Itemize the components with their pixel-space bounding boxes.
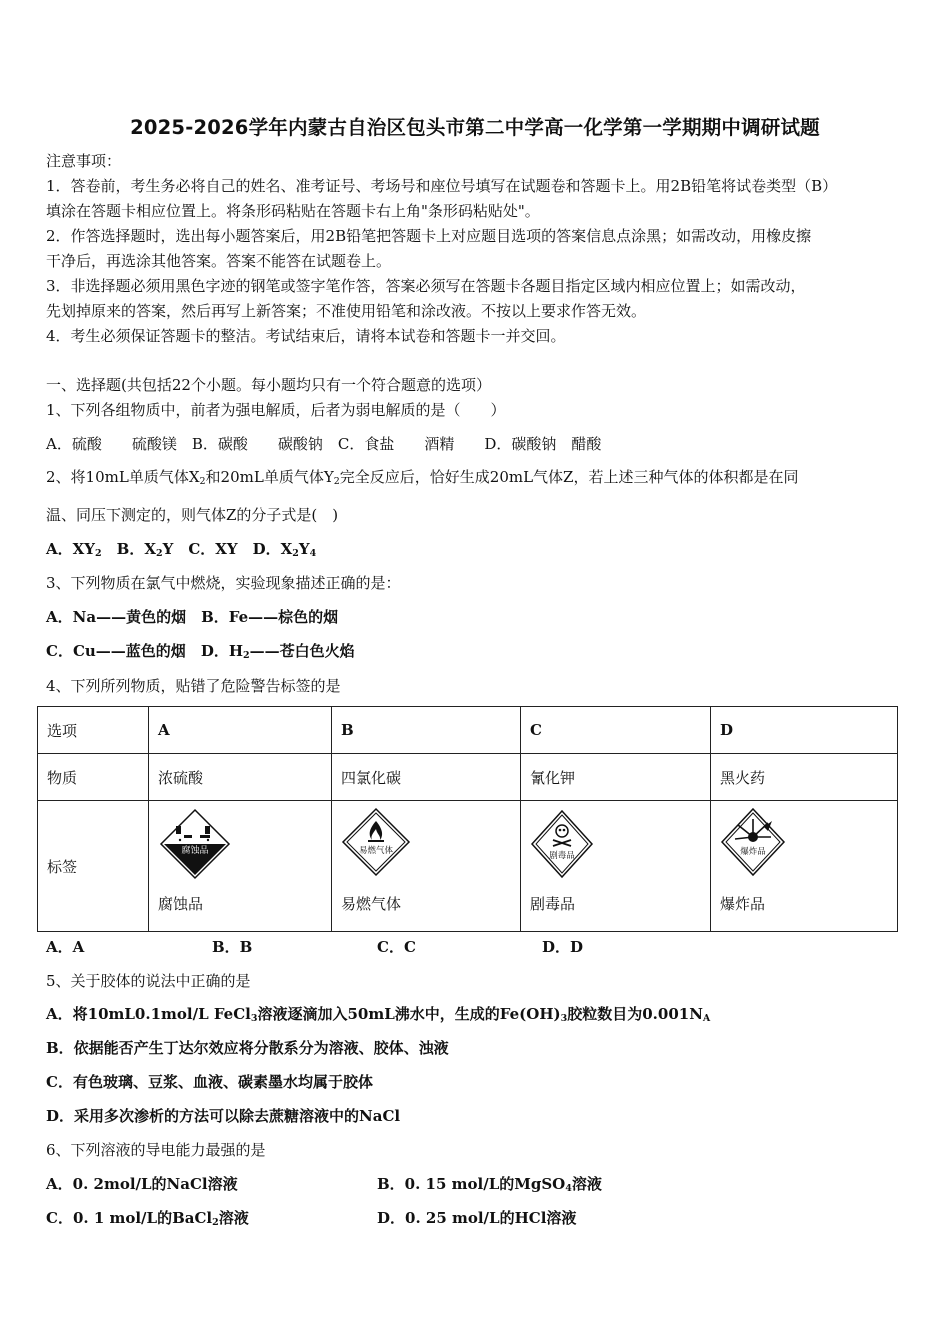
q4-answer-b: B．B [212,938,253,956]
notice-line-5: 3．非选择题必须用黑色字迹的钢笔或签字笔作答，答案必须写在答题卡各题目指定区域内相应位置上；如需改动， [46,277,806,295]
caption-b: 易燃气体 [341,895,402,913]
row-header-substance: 物质 [38,754,149,801]
option-b: B [332,707,521,754]
q4-stem: 4、下列所列物质，贴错了危险警告标签的是 [46,677,341,695]
q2-stem-line-2: 温、同压下测定的，则气体Z的分子式是( ) [46,506,339,524]
q5-stem: 5、关于胶体的说法中正确的是 [46,972,251,990]
q5-option-a: A．将10mL0.1mol/L FeCl$_3$溶液逐滴加入50mL沸水中，生成的$Fe(OH)_3$胶粒数目为$0.001N_A$ [46,1005,711,1024]
q2-stem: 2、将10mL单质气体$X_2$和20mL单质气体$Y_2$完全反应后，恰好生成20mL气体Z，若上述三种气体的体积都是在同 [46,468,799,487]
q3-stem: 3、下列物质在氯气中燃烧，实验现象描述正确的是： [46,574,401,592]
substance-c: 氰化钾 [521,754,711,801]
q5-option-c: C．有色玻璃、豆浆、血液、碳素墨水均属于胶体 [46,1073,373,1091]
q3-options-row2: C．Cu——蓝色的烟 D．$H_2——$苍白色火焰 [46,642,355,661]
caption-c: 剧毒品 [530,895,576,913]
q5-option-b: B．依据能否产生丁达尔效应将分散系分为溶液、胶体、浊液 [46,1039,449,1057]
notice-line-3: 2．作答选择题时，选出每小题答案后，用2B铅笔把答题卡上对应题目选项的答案信息点涂黑；如需改动，用橡皮擦 [46,227,812,245]
substance-d: 黑火药 [711,754,898,801]
notice-line-7: 4．考生必须保证答题卡的整洁。考试结束后，请将本试卷和答题卡一并交回。 [46,327,566,345]
q4-table [37,706,898,932]
sign-text-d: 爆炸品 [740,847,766,857]
caption-a: 腐蚀品 [158,895,204,913]
q6-stem: 6、下列溶液的导电能力最强的是 [46,1141,266,1159]
q1-options: A．硫酸 硫酸镁 B．碳酸 碳酸钠 C．食盐 酒精 D．碳酸钠 醋酸 [46,435,602,453]
q6-option-a: A．0. 2mol/L的NaCl溶液 [46,1175,238,1193]
notice-line-1: 1．答卷前，考生务必将自己的姓名、准考证号、考场号和座位号填写在试题卷和答题卡上。用2B铅笔将试卷类型（B） [46,177,838,195]
row-header-option: 选项 [38,707,149,754]
q6-option-d: D．0. 25 mol/L的HCl溶液 [377,1209,577,1227]
option-d: D [711,707,898,754]
section-heading: 一、选择题(共包括22个小题。每小题均只有一个符合题意的选项） [46,376,491,394]
option-a: A [149,707,332,754]
q5-option-d: D．采用多次渗析的方法可以除去蔗糖溶液中的NaCl [46,1107,401,1125]
notice-heading: 注意事项： [46,152,122,170]
q3-options-row1: A．Na——黄色的烟 B．Fe——棕色的烟 [46,608,339,626]
q2-options: A．$XY_2$ B．$X_2Y$ C．XY D．$X_2Y_4$ [46,540,317,559]
substance-a: 浓硫酸 [149,754,332,801]
q6-option-c: C．0. 1 mol/L的BaCl$_2$溶液 [46,1209,249,1228]
notice-line-6: 先划掉原来的答案，然后再写上新答案；不准使用铅笔和涂改液。不按以上要求作答无效。 [46,302,647,320]
flammable-gas-icon [341,807,411,877]
q4-answer-a: A．A [46,938,85,956]
q6-option-b: B．0. 15 mol/L的MgSO$_4$溶液 [377,1175,602,1194]
notice-line-4: 干净后，再选涂其他答案。答案不能答在试题卷上。 [46,252,392,270]
explosive-icon [720,807,786,877]
substance-b: 四氯化碳 [332,754,521,801]
q4-answer-c: C．C [377,938,416,956]
q4-answer-d: D．D [542,938,584,956]
sign-text-a: 腐蚀品 [181,846,209,856]
page-title: 2025-2026学年内蒙古自治区包头市第二中学高一化学第一学期期中调研试题 [130,116,820,139]
caption-d: 爆炸品 [720,895,766,913]
row-header-label: 标签 [38,801,149,932]
notice-line-2: 填涂在答题卡相应位置上。将条形码粘贴在答题卡右上角"条形码粘贴处"。 [46,202,540,220]
toxic-icon [530,807,594,881]
sign-text-c: 剧毒品 [549,851,575,861]
option-c: C [521,707,711,754]
sign-text-b: 易燃气体 [358,846,394,856]
q1-stem: 1、下列各组物质中，前者为强电解质，后者为弱电解质的是（ ） [46,401,506,419]
corrosive-icon [158,807,232,881]
